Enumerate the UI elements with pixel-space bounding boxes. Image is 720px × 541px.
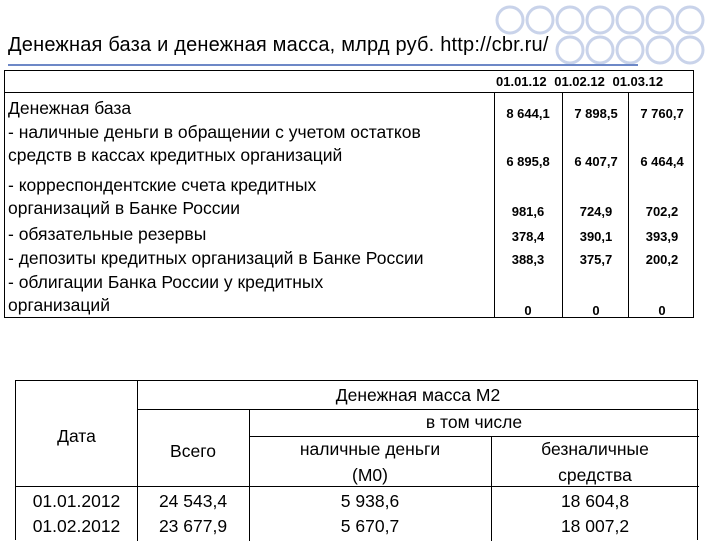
value-cell: 7 760,7 [640, 106, 684, 121]
page-title: Денежная база и денежная масса, млрд руб. http://cbr.ru/ [8, 34, 549, 56]
row-label-cash-line1: - наличные деньги в обращении с учетом остатков [8, 122, 421, 142]
header-noncash: безналичные [541, 439, 649, 459]
title-underline [8, 64, 638, 66]
row-total: 24 543,4 [158, 491, 228, 511]
row-cash: 5 670,7 [340, 516, 400, 536]
header-date: Дата [57, 426, 96, 446]
col-divider-2 [562, 92, 563, 317]
value-cell: 7 898,5 [574, 106, 618, 121]
row-label-corr-accounts-line1: - корреспондентские счета кредитных [8, 175, 317, 195]
row-label-cash-line2: средств в кассах кредитных организаций [8, 145, 343, 165]
date-col-3: 01.03.12 [612, 74, 664, 89]
header-cash-sub: (М0) [352, 465, 388, 485]
header-total: Всего [170, 441, 216, 461]
value-cell: 388,3 [511, 252, 545, 267]
row-label-monetary-base: Денежная база [8, 98, 132, 118]
row-total: 23 677,9 [158, 516, 228, 536]
row-label-bonds-line1: - облигации Банка России у кредитных [8, 272, 324, 292]
header-cash: наличные деньги [299, 439, 441, 459]
row-noncash: 18 604,8 [560, 491, 630, 511]
row-label-reserves: - обязательные резервы [8, 224, 207, 244]
header-noncash-sub: средства [558, 465, 632, 485]
date-header [496, 74, 667, 89]
header-money-supply: Денежная масса М2 [335, 385, 501, 405]
value-cell: 8 644,1 [506, 106, 550, 121]
row-noncash: 18 007,2 [560, 516, 630, 536]
header-separator [5, 92, 693, 93]
row-cash: 5 938,6 [340, 491, 400, 511]
divider-header-body [16, 486, 699, 487]
value-cell: 724,9 [579, 204, 613, 219]
row-label-bonds-line2: организаций [8, 295, 110, 315]
date-col-2: 01.02.12 [554, 74, 605, 89]
value-cell: 200,2 [645, 252, 679, 267]
money-supply-m2-table [15, 380, 698, 540]
row-date: 01.02.2012 [32, 516, 121, 536]
divider-under-including [249, 436, 699, 437]
value-cell: 6 895,8 [506, 154, 550, 169]
divider-under-main [137, 409, 699, 410]
row-date: 01.01.2012 [32, 491, 121, 511]
value-cell: 6 464,4 [640, 154, 684, 169]
header-including: в том числе [425, 412, 523, 432]
row-label-corr-accounts-line2: организаций в Банке России [8, 198, 241, 218]
value-cell: 393,9 [645, 229, 679, 244]
value-cell: 981,6 [511, 204, 545, 219]
value-cell: 0 [524, 303, 532, 318]
date-col-1: 01.01.12 [496, 74, 547, 89]
row-label-deposits: - депозиты кредитных организаций в Банке России [8, 248, 424, 268]
value-cell: 0 [592, 303, 600, 318]
monetary-base-table [4, 70, 694, 318]
value-cell: 6 407,7 [574, 154, 618, 169]
value-cell: 702,2 [645, 204, 679, 219]
col-divider-3 [628, 92, 629, 317]
value-cell: 390,1 [579, 229, 613, 244]
value-cell: 378,4 [511, 229, 545, 244]
value-cell: 375,7 [579, 252, 613, 267]
value-cell: 0 [658, 303, 666, 318]
col-divider-1 [494, 92, 495, 317]
